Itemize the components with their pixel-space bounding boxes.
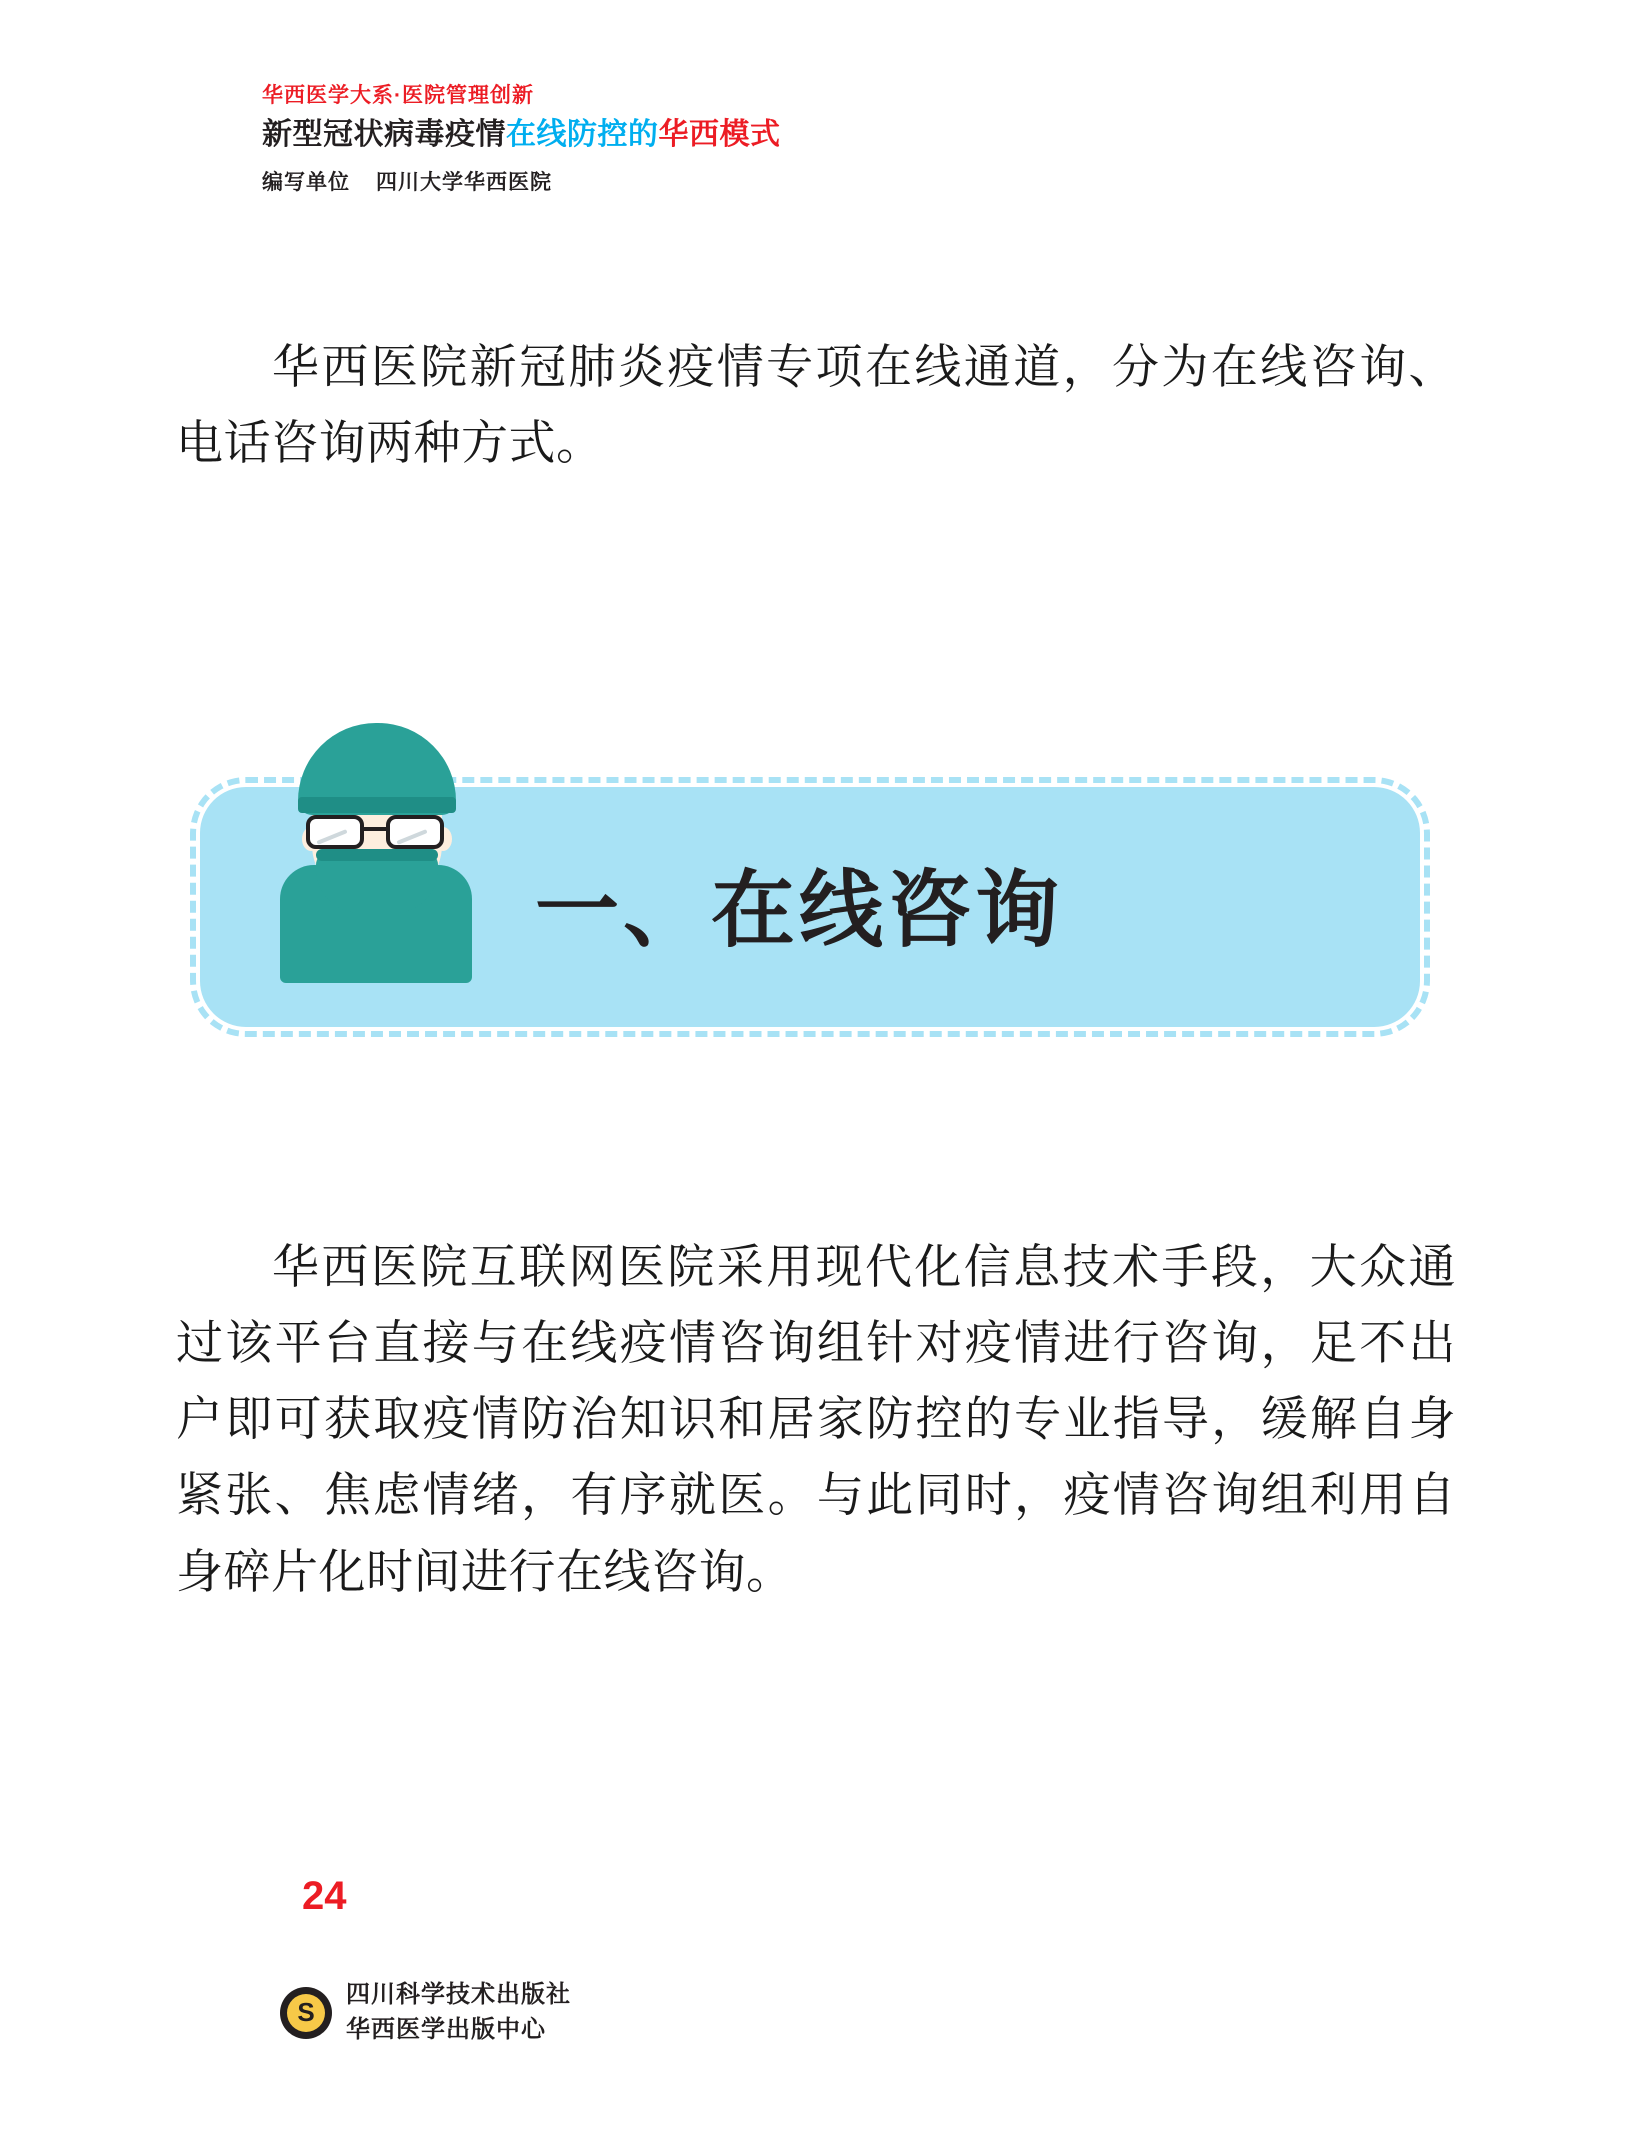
publisher-name <box>346 1978 571 2048</box>
glasses-lens-right <box>386 815 444 849</box>
publisher-logo-letter: S <box>297 1997 315 2028</box>
publisher-line-2: 华西医学出版中心 <box>346 2015 546 2043</box>
header-title-segment-1: 新型冠状病毒疫情 <box>262 118 506 152</box>
publisher-logo-icon <box>280 1987 332 2039</box>
publisher-line-1: 四川科学技术出版社 <box>346 1981 571 2008</box>
header-series-label: 华西医学大系·医院管理创新 <box>262 84 534 107</box>
paragraph-body: 华西医院互联网医院采用现代化信息技术手段，大众通过该平台直接与在线疫情咨询组针对疫情进行咨询，足不出户即可获取疫情防治知识和居家防控的专业指导，缓解自身紧张、焦虑情绪，有序就医。与此同时，疫情咨询组利用自身碎片化时间进行在线咨询。 <box>176 1242 1456 1599</box>
publisher-footer <box>280 1978 571 2048</box>
section-title: 一、在线咨询 <box>535 863 1064 957</box>
doctor-glasses-icon <box>306 815 448 849</box>
header-compiler-value: 四川大学华西医院 <box>376 170 552 194</box>
header-title-segment-3: 华西模式 <box>658 118 781 152</box>
header-title <box>262 115 1162 156</box>
doctor-with-mask-icon <box>262 723 492 983</box>
doctor-face-mask-edge <box>316 849 438 861</box>
header-compiler <box>262 166 1162 196</box>
paragraph-intro: 华西医院新冠肺炎疫情专项在线通道，分为在线咨询、电话咨询两种方式。 <box>176 342 1456 471</box>
section-banner <box>190 775 1430 1040</box>
glasses-lens-left <box>306 815 364 849</box>
page-header <box>262 82 1162 196</box>
header-title-segment-2: 在线防控的 <box>506 118 659 152</box>
doctor-cap-band <box>298 797 456 813</box>
page-number: 24 <box>302 1874 347 1918</box>
header-compiler-label: 编写单位 <box>262 170 350 194</box>
